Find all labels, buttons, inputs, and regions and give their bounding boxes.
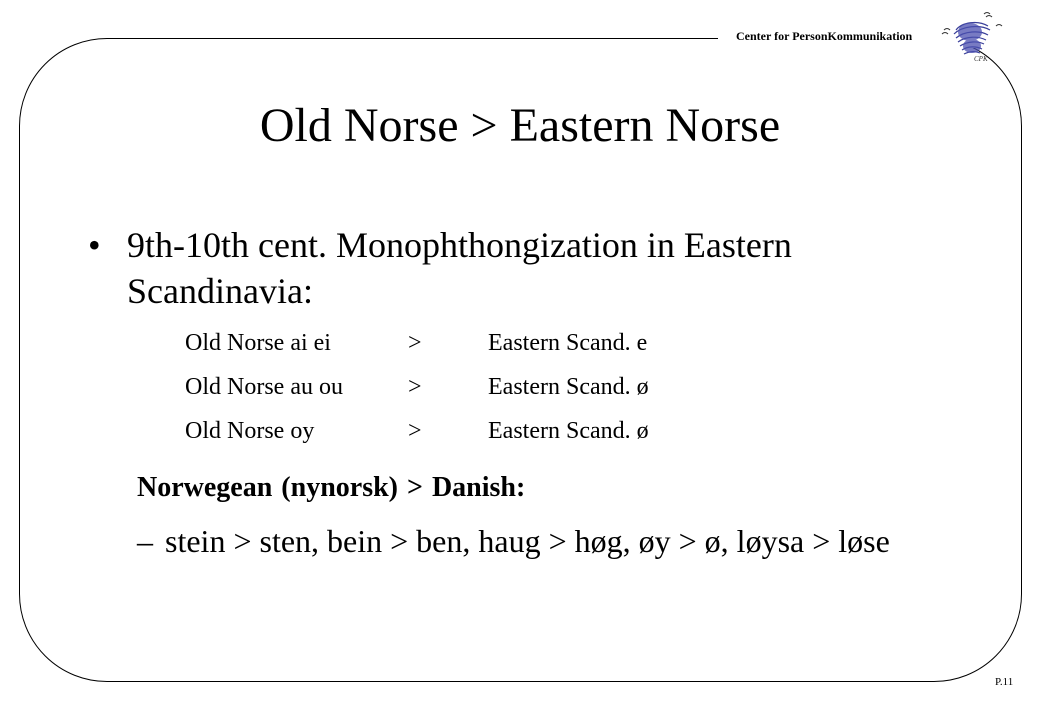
row-arrow: > — [408, 418, 422, 444]
bullet-marker: • — [88, 225, 101, 265]
mapping-heading: Norwegean (nynorsk) > Danish: — [137, 472, 526, 503]
row-arrow: > — [408, 374, 422, 400]
row-target: Eastern Scand. ø — [488, 418, 649, 444]
logo-caption: CPK — [974, 55, 988, 63]
organization-name: Center for PersonKommunikation — [736, 29, 913, 43]
slide-title: Old Norse > Eastern Norse — [259, 99, 781, 152]
row-source: Old Norse ai ei — [185, 330, 331, 356]
row-target: Eastern Scand. ø — [488, 374, 649, 400]
bullet-text: 9th-10th cent. Monophthongization in Eastern Scandinavia: — [127, 225, 792, 311]
row-source: Old Norse oy — [185, 418, 315, 444]
cpk-logo-icon — [938, 8, 1008, 68]
dash-text: stein > sten, bein > ben, haug > høg, øy > ø, løysa > løse — [165, 523, 890, 559]
dash-marker: – — [137, 523, 153, 559]
row-arrow: > — [408, 330, 422, 356]
row-target: Eastern Scand. e — [488, 330, 648, 356]
page-number: P.11 — [995, 676, 1014, 688]
row-source: Old Norse au ou — [185, 374, 343, 400]
